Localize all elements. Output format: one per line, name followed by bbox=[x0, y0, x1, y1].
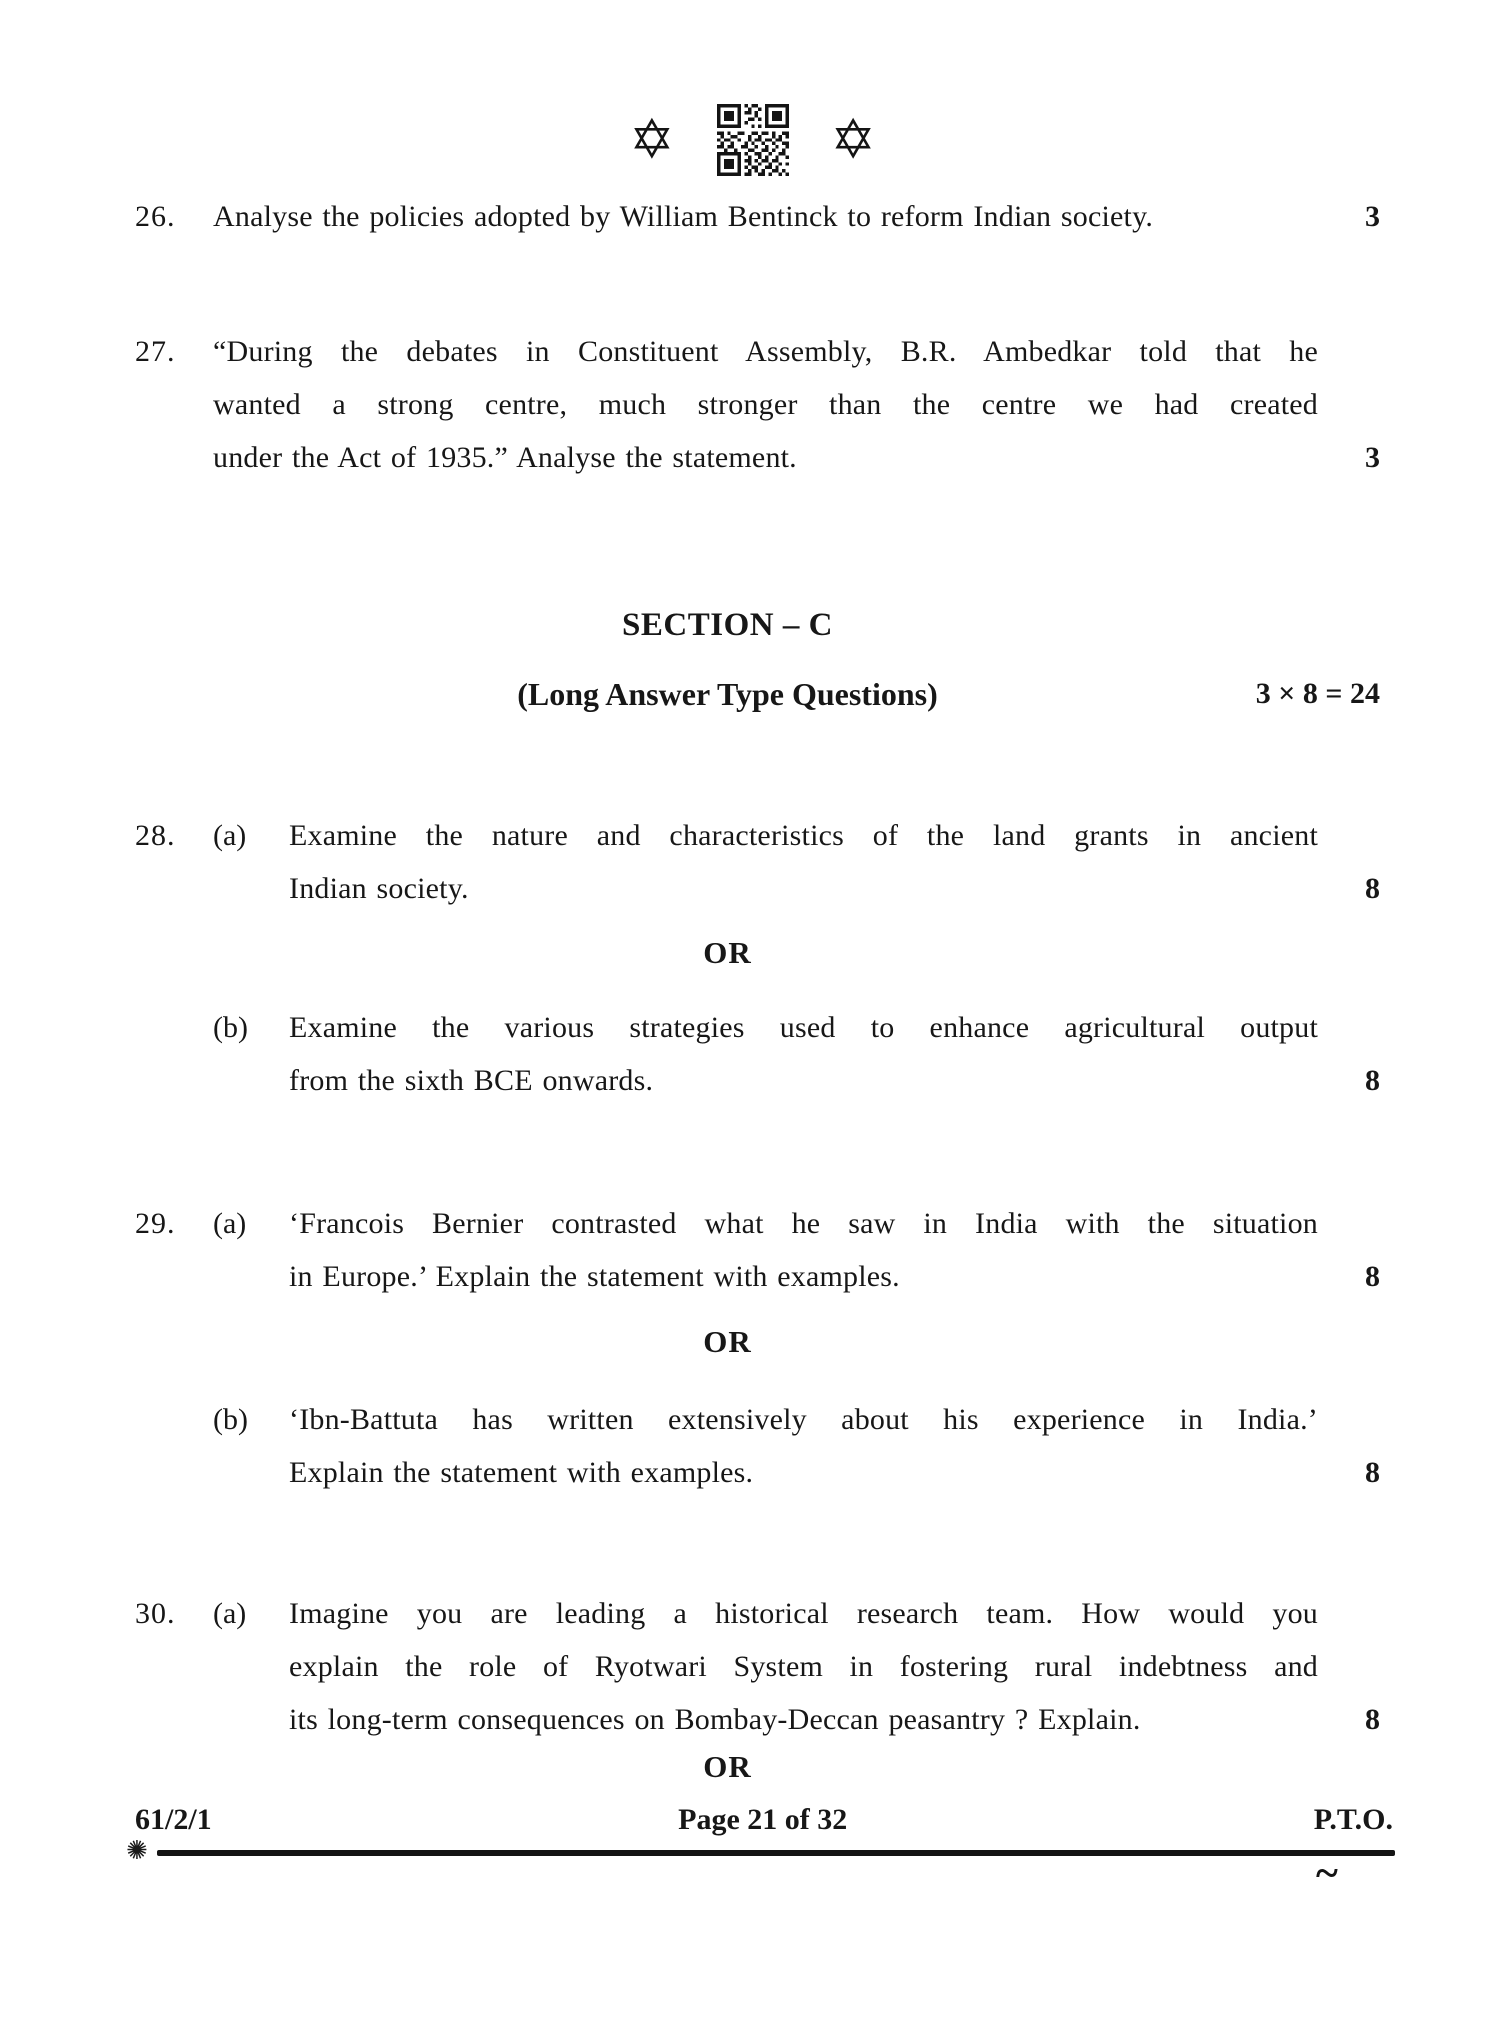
marks-value: 3 bbox=[1365, 200, 1380, 233]
question-29a bbox=[135, 1197, 1380, 1303]
or-separator: OR bbox=[703, 1324, 752, 1359]
footer-divider-line bbox=[157, 1850, 1395, 1856]
part-label: (a) bbox=[213, 1207, 247, 1240]
part-label: (b) bbox=[213, 1011, 248, 1044]
or-separator: OR bbox=[703, 1749, 752, 1784]
question-28a bbox=[135, 809, 1380, 915]
question-number: 30. bbox=[135, 1597, 176, 1630]
marks-value: 3 bbox=[1365, 441, 1380, 474]
question-text: Explain the statement with examples. bbox=[289, 1456, 754, 1489]
question-text: wanted a strong centre, much stronger than the centre we had created bbox=[213, 388, 1318, 421]
question-text: Indian society. bbox=[289, 872, 469, 905]
tilde-mark: ~ bbox=[1316, 1851, 1338, 1897]
marks-value: 8 bbox=[1365, 1703, 1380, 1736]
question-30a bbox=[135, 1587, 1380, 1746]
question-26 bbox=[135, 190, 1380, 243]
page-header-marks bbox=[0, 104, 1505, 176]
question-text: Analyse the policies adopted by William Bentinck to reform Indian society. bbox=[213, 200, 1154, 233]
question-text: Examine the nature and characteristics of the land grants in ancient bbox=[289, 819, 1318, 852]
part-label: (b) bbox=[213, 1403, 248, 1436]
question-text: ‘Ibn-Battuta has written extensively about his experience in India.’ bbox=[289, 1403, 1318, 1436]
flower-asterisk-icon: ✺ bbox=[126, 1836, 148, 1866]
question-text: explain the role of Ryotwari System in fostering rural indebtness and bbox=[289, 1650, 1318, 1683]
page-number: Page 21 of 32 bbox=[678, 1803, 848, 1836]
paper-code: 61/2/1 bbox=[135, 1803, 212, 1836]
marks-value: 8 bbox=[1365, 872, 1380, 905]
star-of-david-icon: ✡ bbox=[629, 108, 675, 171]
section-title: SECTION – C bbox=[622, 607, 833, 643]
question-text: “During the debates in Constituent Assembly, B.R. Ambedkar told that he bbox=[213, 335, 1318, 368]
question-text: Examine the various strategies used to enhance agricultural output bbox=[289, 1011, 1318, 1044]
section-subtitle-row bbox=[135, 668, 1380, 720]
part-label: (a) bbox=[213, 1597, 247, 1630]
pto-label: P.T.O. bbox=[1313, 1803, 1393, 1836]
page-footer bbox=[135, 1794, 1393, 1846]
part-label: (a) bbox=[213, 819, 247, 852]
question-text: under the Act of 1935.” Analyse the statement. bbox=[213, 441, 797, 474]
question-text: its long-term consequences on Bombay-Deccan peasantry ? Explain. bbox=[289, 1703, 1141, 1736]
marks-value: 8 bbox=[1365, 1260, 1380, 1293]
section-marks-formula: 3 × 8 = 24 bbox=[1255, 677, 1380, 710]
question-text: ‘Francois Bernier contrasted what he saw in India with the situation bbox=[289, 1207, 1318, 1240]
qr-code-icon bbox=[717, 104, 789, 176]
marks-value: 8 bbox=[1365, 1456, 1380, 1489]
question-number: 27. bbox=[135, 335, 176, 368]
question-number: 26. bbox=[135, 200, 176, 233]
section-subtitle: (Long Answer Type Questions) bbox=[517, 676, 938, 712]
star-of-david-icon: ✡ bbox=[830, 108, 876, 171]
question-28b bbox=[135, 1001, 1380, 1107]
question-number: 29. bbox=[135, 1207, 176, 1240]
question-text: Imagine you are leading a historical research team. How would you bbox=[289, 1597, 1318, 1630]
or-separator: OR bbox=[703, 935, 752, 970]
marks-value: 8 bbox=[1365, 1064, 1380, 1097]
question-text: from the sixth BCE onwards. bbox=[289, 1064, 654, 1097]
question-29b bbox=[135, 1393, 1380, 1499]
question-text: in Europe.’ Explain the statement with examples. bbox=[289, 1260, 900, 1293]
question-27 bbox=[135, 325, 1380, 484]
question-number: 28. bbox=[135, 819, 176, 852]
